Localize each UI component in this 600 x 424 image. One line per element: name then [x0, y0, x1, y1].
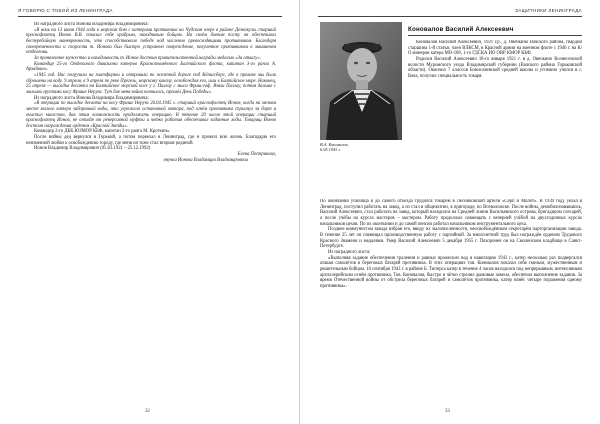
bio-side-paragraph: Коновалов Василий Алексеевич, 1921 г.р., д. Овечкино Вачского района, гвардии старшина 1-й статьи, член ВЛКСМ, в Красной армии на военном флоте с 1940 г. на К/О минеров катера МО-108, 1-го ГДСКА ИО ОВР КМОР КБФ. [408, 40, 582, 57]
left-paragraph: За проявленное мужество и находчивость т. Ионов достоин правительственной награды медалью «За отвагу». [34, 55, 261, 61]
bio-full-paragraph: Из наградного листа: [328, 249, 371, 255]
portrait-photo [320, 22, 402, 140]
left-paragraph: «В ночь на 13 июня 1944 года в морском бою с катерами противника на Чудском озере в районе Дознакузы старший краснофлотец Ионов В.В. показал себя храбрым, находчивым бойцом. На своём боевом посту он обеспечивал бесперебойную маневренность, что способствовало победе над численно превосходящими противником. Благодаря своевременности и спорости т. Ионова был быстро устранено повреждение, полученное противником в машинном отделении. [26, 27, 276, 56]
left-paragraph: Из наградного листа Ионова Владимира Владимировича: [34, 22, 149, 27]
bio-side-paragraph: Родился Василий Алексеевич 18-го января 1921 г. в д. Овечкино Вознесенской волости Муромского уезда Владимирской губернии (Вачского района Горьковской области). Окончил 7 классов Бонисляевской средней школы и успешно учился в г. Вача, получил специальность токаря. [408, 56, 582, 79]
folio-right: 33 [445, 409, 450, 414]
left-paragraph: Командир 2-го ДБК ЮЗМОР КБФ, капитан 2-го ранга М. Кроткин». [34, 129, 171, 135]
left-paragraph: «1945 год. Нас погрузили на платформы и отправили по железной дороге под Кёнигсберг, где в проливе мы были сброшены на воду. 9 апреля, в 9 апреля по реке Прегель, морскому каналу, освобождая его, шли в Балтийское море. Наконец, 25 апреля — высадка десанта на Балтийское морской косе у г. Пиллау с мыса Фриш-гоф. Взяли Пиллау, потом дальше с малыми группами косу Фрише Нерунг. Тут для меня война кончилась, прошёл День Победы». [26, 72, 276, 95]
sailor-portrait-image [320, 22, 402, 140]
bio-side-text [408, 40, 582, 198]
bio-full-text [320, 199, 582, 405]
left-paragraph: Елена Пестрикова, [237, 152, 276, 158]
bio-full-paragraph: По окончании училища и до самого отъезда трудился токарем в Лесниковской артели «Серп и Молот». В 1939 году уехал в Ленинград, поступил работать на завод, а из стал в общежитии, в пригороде, по Всеволожске. После войны, демобилизовавшись, Василий Алексеевич, стал работать на завод, который находился на Средней линии Васильевского острова, бригадиром слесарей, а после учёбы на курсах мастеров – мастером. Работу продолжал совмещать с вечерней учёбой на двухгодичных курсах начальников цехов. По их окончании и до самой пенсии работал начальником инструментального цеха. [320, 199, 582, 227]
head-rule-right [318, 16, 582, 17]
head-rule-left [18, 16, 282, 17]
left-paragraph: Командир 25-го Отдельного дивизиона катеров Краснознамённого Балтийского флота, капитан 3-го ранга А. Архайкин». [26, 61, 276, 73]
left-paragraph: «В операции по высадке десанта на косу Фрише Нерунг 26.04.1945 г. старший краснофлотец Ионов, когда на мелком месте малого катера заборникой воды, что угрожало остановкой мотора, под огнём противника спрыгнул за борт и очистил кингстон, дав этим возможность продолжать операцию. В течение 20 часов этой операции старший краснофлотец Ионов, не отходя от реверсивной муфты и четко работая обеспечивал заданные ходы. Товарищ Ионов достоин награждения орденом «Красной Звезды». [26, 101, 276, 129]
right-page [300, 0, 600, 424]
running-head-right: ЗАЩИТНИКИ ЛЕНИНГРАДА [515, 8, 582, 13]
portrait-caption [320, 142, 402, 152]
caption-date: 6.05.1943 г. [320, 147, 341, 152]
left-paragraph: внучка Ионова Владимира Владимировича [163, 157, 248, 163]
folio-left: 32 [145, 409, 150, 414]
bio-title: Коновалов Василий Алексеевич [408, 26, 514, 33]
caption-name: В.А. Коновалов, [320, 142, 349, 147]
left-text-block [26, 22, 276, 400]
left-paragraph: После войны дед вернулся в Горький, а потом переехал в Ленинград, где и прожил всю жизнь. Благодарю его неизменной любви к освобождению городу, где меня он тоже стал вторым родиной. [26, 135, 276, 146]
bio-title-rule [408, 35, 582, 36]
left-paragraph: Из наградного листа Ионова Владимира Владимировича: [34, 95, 149, 101]
bio-full-paragraph: «Выполняя задание обеспечения траления и равных вражеских вод в навигацию 1943 г., катер несколько раз подвергался атакам самолётов и береговых батарей противника. В этих операциях тов. Коновалов показал себя смелым, мужественным и решительным бойцом. 10 сентября 1943 г. в районе Б. Тютерса катер в течение 4 часов находился под непрерывным, интенсивным артиллерийским огнём противника. Тов. Коновалов, быстро и чётко стрелял дымовые завесы, обеспечил выполнение задания. За время Отечественной войны от обстрела береговых батарей и самолётов противника, катер нанёс четыре поражения одному противника». [320, 255, 582, 289]
left-paragraph: Ионов Владимир Владимирович (05.03.1921 – 25.12.1992) [34, 146, 151, 152]
running-head-left: Я ГОВОРЮ С ТОБОЙ ИЗ ЛЕНИНГРАДА [18, 8, 113, 13]
bio-full-paragraph: Позднее коммунистом завода избран его, ввиду их малочисленности, неосвобождённым секретарём парторганизации завода. В течение 25 лет он совмещал производственную работу с партийной. За многолетний труд был награждён орденом Трудового Красного Знамени и медалями. Умер Василий Алексеевич 5 декабря 1955 г. Похоронен он на Смоленском кладбище в Санкт-Петербурге. [320, 227, 582, 250]
